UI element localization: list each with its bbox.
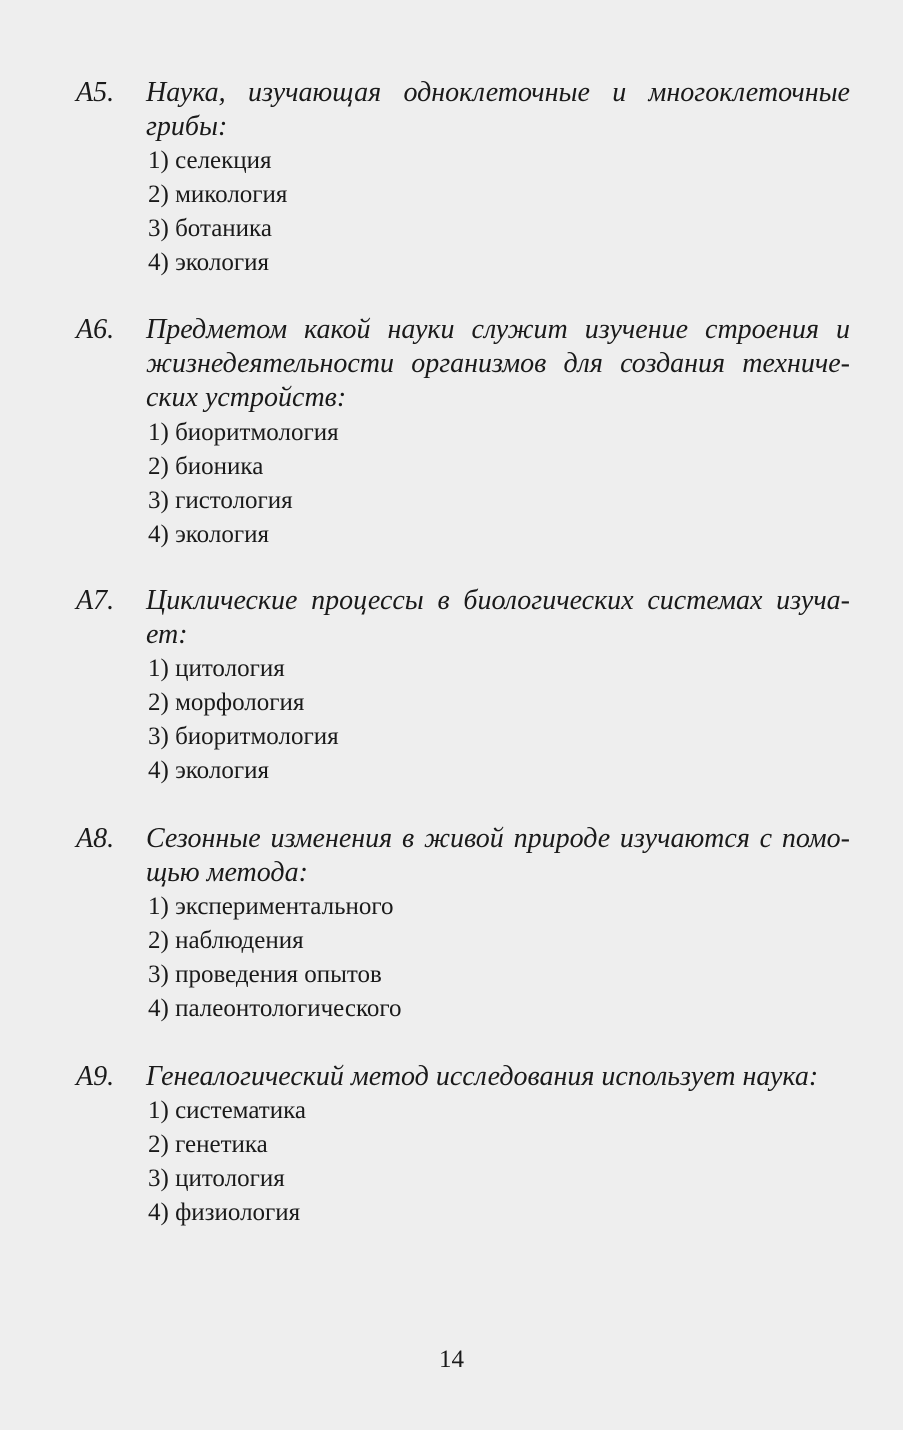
answer-option: 3) ботаника xyxy=(148,215,272,242)
question-text-line: Наука, изучающая одноклеточные и многоклеточные xyxy=(146,77,850,108)
question-text-line: Циклические процессы в биологических системах изуча- xyxy=(146,585,850,616)
answer-option: 3) цитология xyxy=(148,1165,285,1192)
page-number: 14 xyxy=(439,1346,464,1373)
question-text-line: ет: xyxy=(146,619,188,650)
answer-option: 2) генетика xyxy=(148,1131,268,1158)
question-text-line: Генеалогический метод исследования использует наука: xyxy=(146,1061,819,1092)
answer-option: 4) экология xyxy=(148,249,269,276)
question-text xyxy=(146,313,850,415)
question-text-line: Сезонные изменения в живой природе изучаются с помо- xyxy=(146,823,850,854)
answer-option: 4) экология xyxy=(148,757,269,784)
question-number: А5. xyxy=(76,77,115,108)
question-number: А6. xyxy=(76,314,115,345)
question-text xyxy=(146,76,850,144)
answer-option: 3) биоритмология xyxy=(148,723,339,750)
answer-list xyxy=(148,890,402,1026)
answer-option: 2) наблюдения xyxy=(148,927,304,954)
answer-option: 1) цитология xyxy=(148,655,285,682)
question-text xyxy=(146,584,850,652)
question-text-line: Предметом какой науки служит изучение строения и xyxy=(146,314,850,345)
answer-option: 4) экология xyxy=(148,521,269,548)
answer-list xyxy=(148,1094,306,1230)
answer-option: 2) морфология xyxy=(148,689,305,716)
answer-option: 3) проведения опытов xyxy=(148,961,382,988)
question-number: А8. xyxy=(76,823,115,854)
question-text xyxy=(146,822,850,890)
answer-option: 1) систематика xyxy=(148,1097,306,1124)
question-text-line: щью метода: xyxy=(146,857,308,888)
answer-list xyxy=(148,416,339,552)
answer-option: 1) экспериментального xyxy=(148,893,394,920)
answer-option: 4) палеонтологического xyxy=(148,995,402,1022)
question-text-line: ских устройств: xyxy=(146,382,347,413)
answer-option: 1) биоритмология xyxy=(148,419,339,446)
question-text-line: жизнедеятельности организмов для создания техниче- xyxy=(146,348,850,379)
answer-option: 2) микология xyxy=(148,181,288,208)
answer-list xyxy=(148,652,339,788)
answer-list xyxy=(148,144,287,280)
question-text-line: грибы: xyxy=(146,111,228,142)
answer-option: 4) физиология xyxy=(148,1199,301,1226)
question-number: А7. xyxy=(76,585,115,616)
answer-option: 2) бионика xyxy=(148,453,264,480)
question-text xyxy=(146,1060,850,1094)
answer-option: 1) селекция xyxy=(148,147,272,174)
answer-option: 3) гистология xyxy=(148,487,293,514)
question-number: А9. xyxy=(76,1061,115,1092)
